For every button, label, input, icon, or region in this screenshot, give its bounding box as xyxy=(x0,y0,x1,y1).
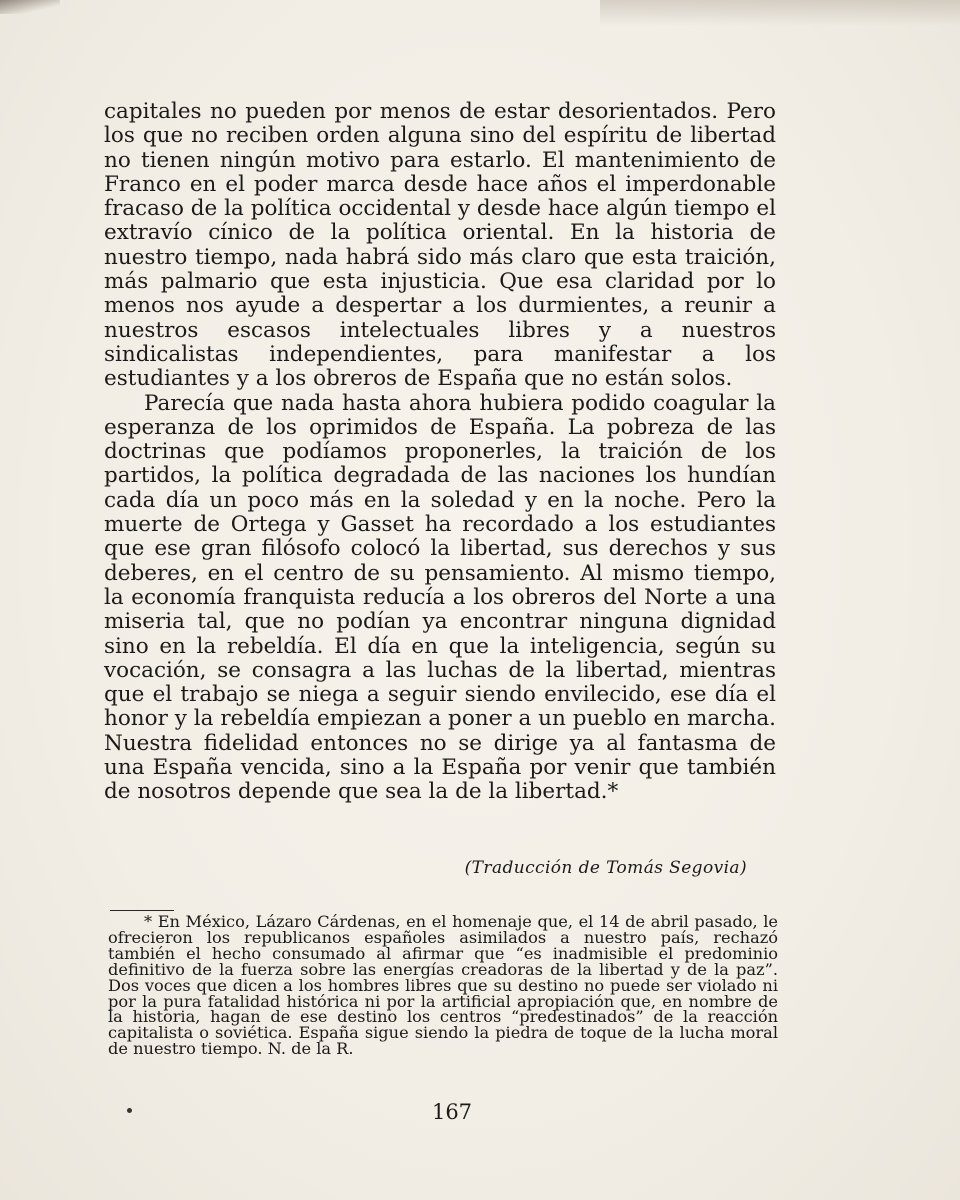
footnote-text: * En México, Lázaro Cárdenas, en el homenaje que, el 14 de abril pasado, le ofrecieron los republicanos españoles asimilados a nuestro país, rechazó también el hecho consumado al afirmar que “es inadmisible el predominio definitivo de la fuerza sobre las energías creadoras de la libertad y de la paz”. Dos voces que dicen a los hombres libres que su destino no puede ser violado ni por la pura fatalidad histórica ni por la artificial apropiación que, en nombre de la historia, hagan de ese destino los centros “predestinados” de la reacción capitalista o soviética. España sigue siendo la piedra de toque de la lucha moral de nuestro tiempo. N. de la R. xyxy=(108,912,778,1059)
translation-credit: (Traducción de Tomás Segovia) xyxy=(464,858,747,878)
page-edge-shadow xyxy=(600,0,960,26)
paragraph-1: capitales no pueden por menos de estar desorientados. Pero los que no reciben orden alguna sino del espíritu de libertad no tienen ningún motivo para estarlo. El mantenimiento de Franco en el poder marca desde hace años el imperdonable fracaso de la política occidental y desde hace algún tiempo el extravío cínico de la política oriental. En la historia de nuestro tiempo, nada habrá sido más claro que esta traición, más palmario que esta injusticia. Que esa claridad por lo menos nos ayude a despertar a los durmientes, a reunir a nuestros escasos intelectuales libres y a nuestros sindicalistas independientes, para manifestar a los estudiantes y a los obreros de España que no están solos. xyxy=(104,99,776,392)
footnote xyxy=(108,914,778,1057)
corner-shadow xyxy=(0,0,60,14)
page-number: 167 xyxy=(431,1100,473,1124)
ink-dot xyxy=(127,1108,132,1113)
paragraph-2: Parecía que nada hasta ahora hubiera podido coagular la esperanza de los oprimidos de España. La pobreza de las doctrinas que podíamos proponerles, la traición de los partidos, la política degradada de las naciones los hundían cada día un poco más en la soledad y en la noche. Pero la muerte de Ortega y Gasset ha recordado a los estudiantes que ese gran filósofo colocó la libertad, sus derechos y sus deberes, en el centro de su pensamiento. Al mismo tiempo, la economía franquista reducía a los obreros del Norte a una miseria tal, que no podían ya encontrar ninguna dignidad sino en la rebeldía. El día en que la inteligencia, según su vocación, se consagra a las luchas de la libertad, mientras que el trabajo se niega a seguir siendo envilecido, ese día el honor y la rebeldía empiezan a poner a un pueblo en marcha. Nuestra fidelidad entonces no se dirige ya al fantasma de una España vencida, sino a la España por venir que también de nosotros depende que sea la de la libertad.* xyxy=(104,390,776,805)
footnote-divider xyxy=(110,910,174,911)
body-text xyxy=(104,100,776,805)
